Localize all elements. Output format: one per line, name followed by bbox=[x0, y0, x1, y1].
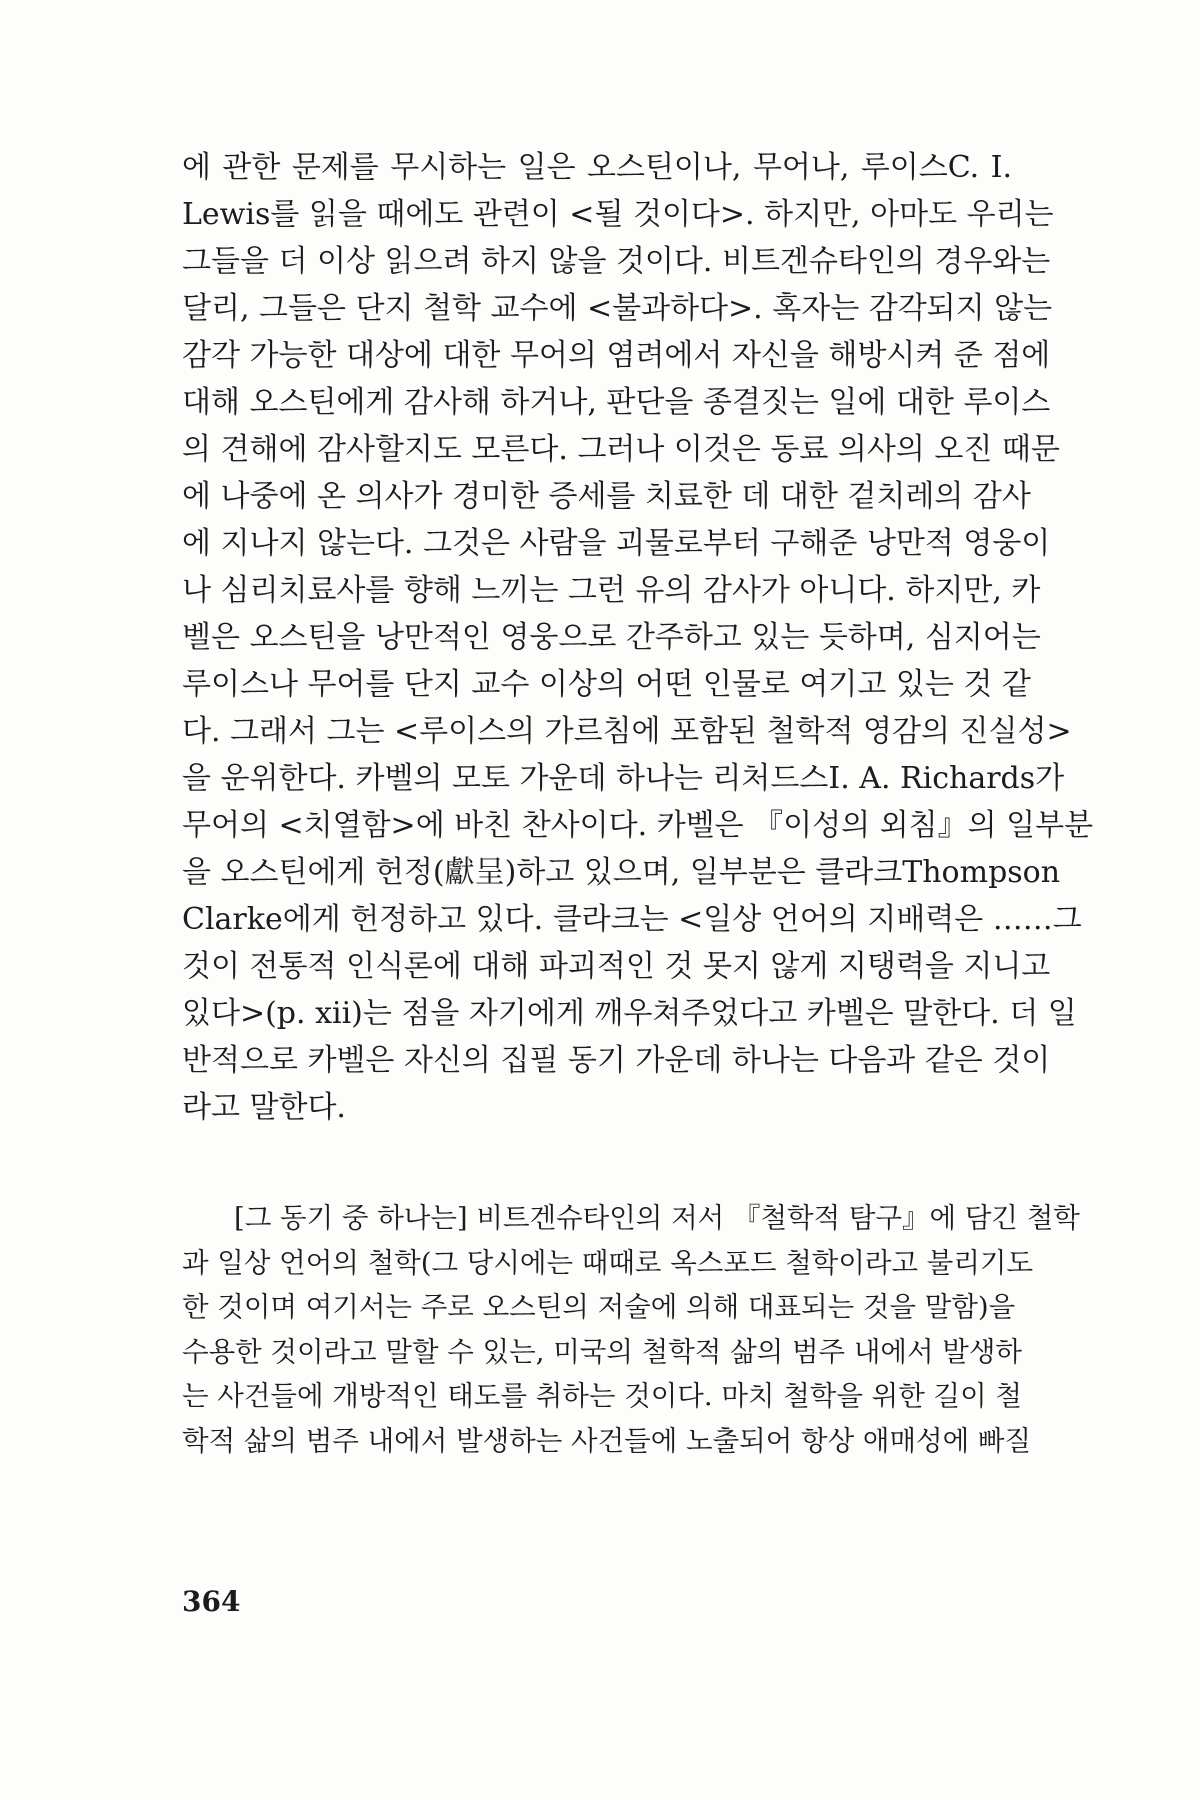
body-line: 의 견해에 감사할지도 모른다. 그러나 이것은 동료 의사의 오진 때문 bbox=[182, 432, 1060, 467]
body-line: 에 나중에 온 의사가 경미한 증세를 치료한 데 대한 겉치레의 감사 bbox=[182, 479, 1031, 514]
body-line: 에 지나지 않는다. 그것은 사람을 괴물로부터 구해준 낭만적 영웅이 bbox=[182, 526, 1051, 561]
body-line: 대해 오스틴에게 감사해 하거나, 판단을 종결짓는 일에 대한 루이스 bbox=[182, 385, 1051, 420]
quote-line: [그 동기 중 하나는] 비트겐슈타인의 저서 『철학적 탐구』에 담긴 철학 bbox=[234, 1202, 1080, 1234]
body-line: 다. 그래서 그는 <루이스의 가르침에 포함된 철학적 영감의 진실성> bbox=[182, 714, 1072, 749]
body-line: 을 운위한다. 카벨의 모토 가운데 하나는 리처드스I. A. Richards가 bbox=[182, 761, 1065, 796]
body-line: 것이 전통적 인식론에 대해 파괴적인 것 못지 않게 지탱력을 지니고 bbox=[182, 949, 1051, 984]
body-line: Clarke에게 헌정하고 있다. 클라크는 <일상 언어의 지배력은 ……그 bbox=[182, 902, 1082, 937]
body-line: 달리, 그들은 단지 철학 교수에 <불과하다>. 혹자는 감각되지 않는 bbox=[182, 291, 1053, 326]
body-text bbox=[182, 144, 1094, 1131]
quote-line: 과 일상 언어의 철학(그 당시에는 때때로 옥스포드 철학이라고 불리기도 bbox=[182, 1246, 1034, 1279]
body-line: 있다>(p. xii)는 점을 자기에게 깨우쳐주었다고 카벨은 말한다. 더 일 bbox=[182, 996, 1077, 1031]
body-line: Lewis를 읽을 때에도 관련이 <될 것이다>. 하지만, 아마도 우리는 bbox=[182, 197, 1054, 232]
quote-line: 한 것이며 여기서는 주로 오스틴의 저술에 의해 대표되는 것을 말함)을 bbox=[182, 1291, 1016, 1323]
quote-line: 수용한 것이라고 말할 수 있는, 미국의 철학적 삶의 범주 내에서 발생하 bbox=[182, 1335, 1022, 1368]
block-quote bbox=[182, 1196, 1080, 1463]
quote-line: 학적 삶의 범주 내에서 발생하는 사건들에 노출되어 항상 애매성에 빠질 bbox=[182, 1424, 1032, 1457]
quote-line: 는 사건들에 개방적인 태도를 취하는 것이다. 마치 철학을 위한 길이 철 bbox=[182, 1380, 1022, 1412]
body-line: 감각 가능한 대상에 대한 무어의 염려에서 자신을 해방시켜 준 점에 bbox=[182, 338, 1051, 373]
body-line: 그들을 더 이상 읽으려 하지 않을 것이다. 비트겐슈타인의 경우와는 bbox=[182, 244, 1051, 279]
body-line: 나 심리치료사를 향해 느끼는 그런 유의 감사가 아니다. 하지만, 카 bbox=[182, 573, 1041, 608]
body-line: 라고 말한다. bbox=[182, 1090, 346, 1125]
body-line: 루이스나 무어를 단지 교수 이상의 어떤 인물로 여기고 있는 것 같 bbox=[182, 667, 1031, 702]
body-line: 반적으로 카벨은 자신의 집필 동기 가운데 하나는 다음과 같은 것이 bbox=[182, 1043, 1051, 1078]
body-line: 에 관한 문제를 무시하는 일은 오스틴이나, 무어나, 루이스C. I. bbox=[182, 150, 1012, 185]
body-line: 무어의 <치열함>에 바친 찬사이다. 카벨은 『이성의 외침』의 일부분 bbox=[182, 808, 1094, 843]
body-line: 을 오스틴에게 헌정(獻呈)하고 있으며, 일부분은 클라크Thompson bbox=[182, 855, 1061, 890]
page-number: 364 bbox=[182, 1585, 241, 1618]
body-line: 벨은 오스틴을 낭만적인 영웅으로 간주하고 있는 듯하며, 심지어는 bbox=[182, 620, 1041, 655]
